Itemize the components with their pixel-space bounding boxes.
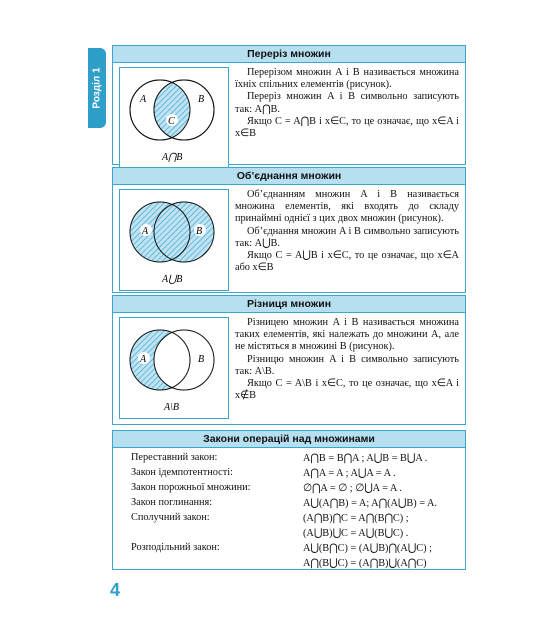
section-title: Різниця множин bbox=[113, 296, 465, 313]
difference-diagram bbox=[119, 317, 229, 419]
table-row: Розподільний закон: A⋃(B⋂C) = (A⋃B)⋂(A⋃C) ; bbox=[131, 542, 432, 554]
union-text bbox=[235, 189, 459, 274]
set-b-label: B bbox=[198, 354, 205, 365]
meaning: Якщо C = A\B і x∈C, то це означає, що x∈A і x∉B bbox=[235, 378, 459, 402]
laws-section bbox=[112, 430, 466, 570]
set-a-label: A bbox=[140, 354, 147, 365]
section-title: Об’єднання множин bbox=[113, 168, 465, 185]
table-row: Закон порожньої множини: ∅⋂A = ∅ ; ∅⋃A = A . bbox=[131, 482, 402, 494]
table-row: (A⋃B)⋃C = A⋃(B⋃C) . bbox=[303, 528, 409, 539]
table-row: Сполучний закон: (A⋂B)⋂C = A⋂(B⋂C) ; bbox=[131, 512, 409, 524]
diagram-caption: A⋃B bbox=[162, 274, 183, 285]
difference-text bbox=[235, 317, 459, 402]
laws-table bbox=[127, 452, 441, 572]
table-row: A⋂(B⋃C) = (A⋂B)⋃(A⋂C) bbox=[303, 558, 427, 569]
notation: Різницю множин A і B символьно записують так: A\B. bbox=[235, 353, 459, 377]
diagram-caption: A⋂B bbox=[162, 152, 183, 163]
set-a-label: A bbox=[140, 94, 147, 105]
set-b-label: B bbox=[198, 94, 205, 105]
union-section bbox=[112, 167, 466, 293]
intersection-diagram bbox=[119, 67, 229, 169]
notation: Об’єднання множин A і B символьно записують так: A⋃B. bbox=[235, 225, 459, 249]
definition: Різницею множин A і B називається множина таких елементів, які належать до множини A, але не містяться в множині B (рисунок). bbox=[235, 317, 459, 353]
section-title: Закони операцій над множинами bbox=[113, 431, 465, 448]
definition: Об’єднанням множин A і B називається множина елементів, які входять до складу принаймні однієї з цих двох множин (рисунок). bbox=[235, 189, 459, 225]
table-row: Закон ідемпотентності: A⋂A = A ; A⋃A = A . bbox=[131, 467, 396, 479]
chapter-tab[interactable] bbox=[88, 48, 106, 128]
difference-section bbox=[112, 295, 466, 425]
section-title: Переріз множин bbox=[113, 46, 465, 63]
meaning: Якщо C = A⋃B і x∈C, то це означає, що x∈A або x∈B bbox=[235, 250, 459, 274]
notation: Переріз множин A і B символьно записують так: A⋂B. bbox=[235, 91, 459, 115]
intersection-text bbox=[235, 67, 459, 140]
set-c-label: C bbox=[168, 116, 175, 127]
meaning: Якщо C = A⋂B і x∈C, то це означає, що x∈A і x∈B bbox=[235, 115, 459, 140]
definition: Перерізом множин A і B називається множина їхніх спільних елементів (рисунок). bbox=[235, 67, 459, 91]
diagram-caption: A\B bbox=[164, 402, 179, 413]
set-b-label: B bbox=[196, 226, 203, 237]
union-diagram bbox=[119, 189, 229, 291]
table-row: Закон поглинання: A⋃(A⋂B) = A; A⋂(A⋃B) = A. bbox=[131, 497, 438, 509]
set-a-label: A bbox=[142, 226, 149, 237]
intersection-section bbox=[112, 45, 466, 165]
chapter-tab-label: Розділ 1 bbox=[91, 67, 103, 109]
table-row: Переставний закон: A⋂B = B⋂A ; A⋃B = B⋃A . bbox=[131, 452, 428, 464]
page-number: 4 bbox=[110, 580, 121, 600]
